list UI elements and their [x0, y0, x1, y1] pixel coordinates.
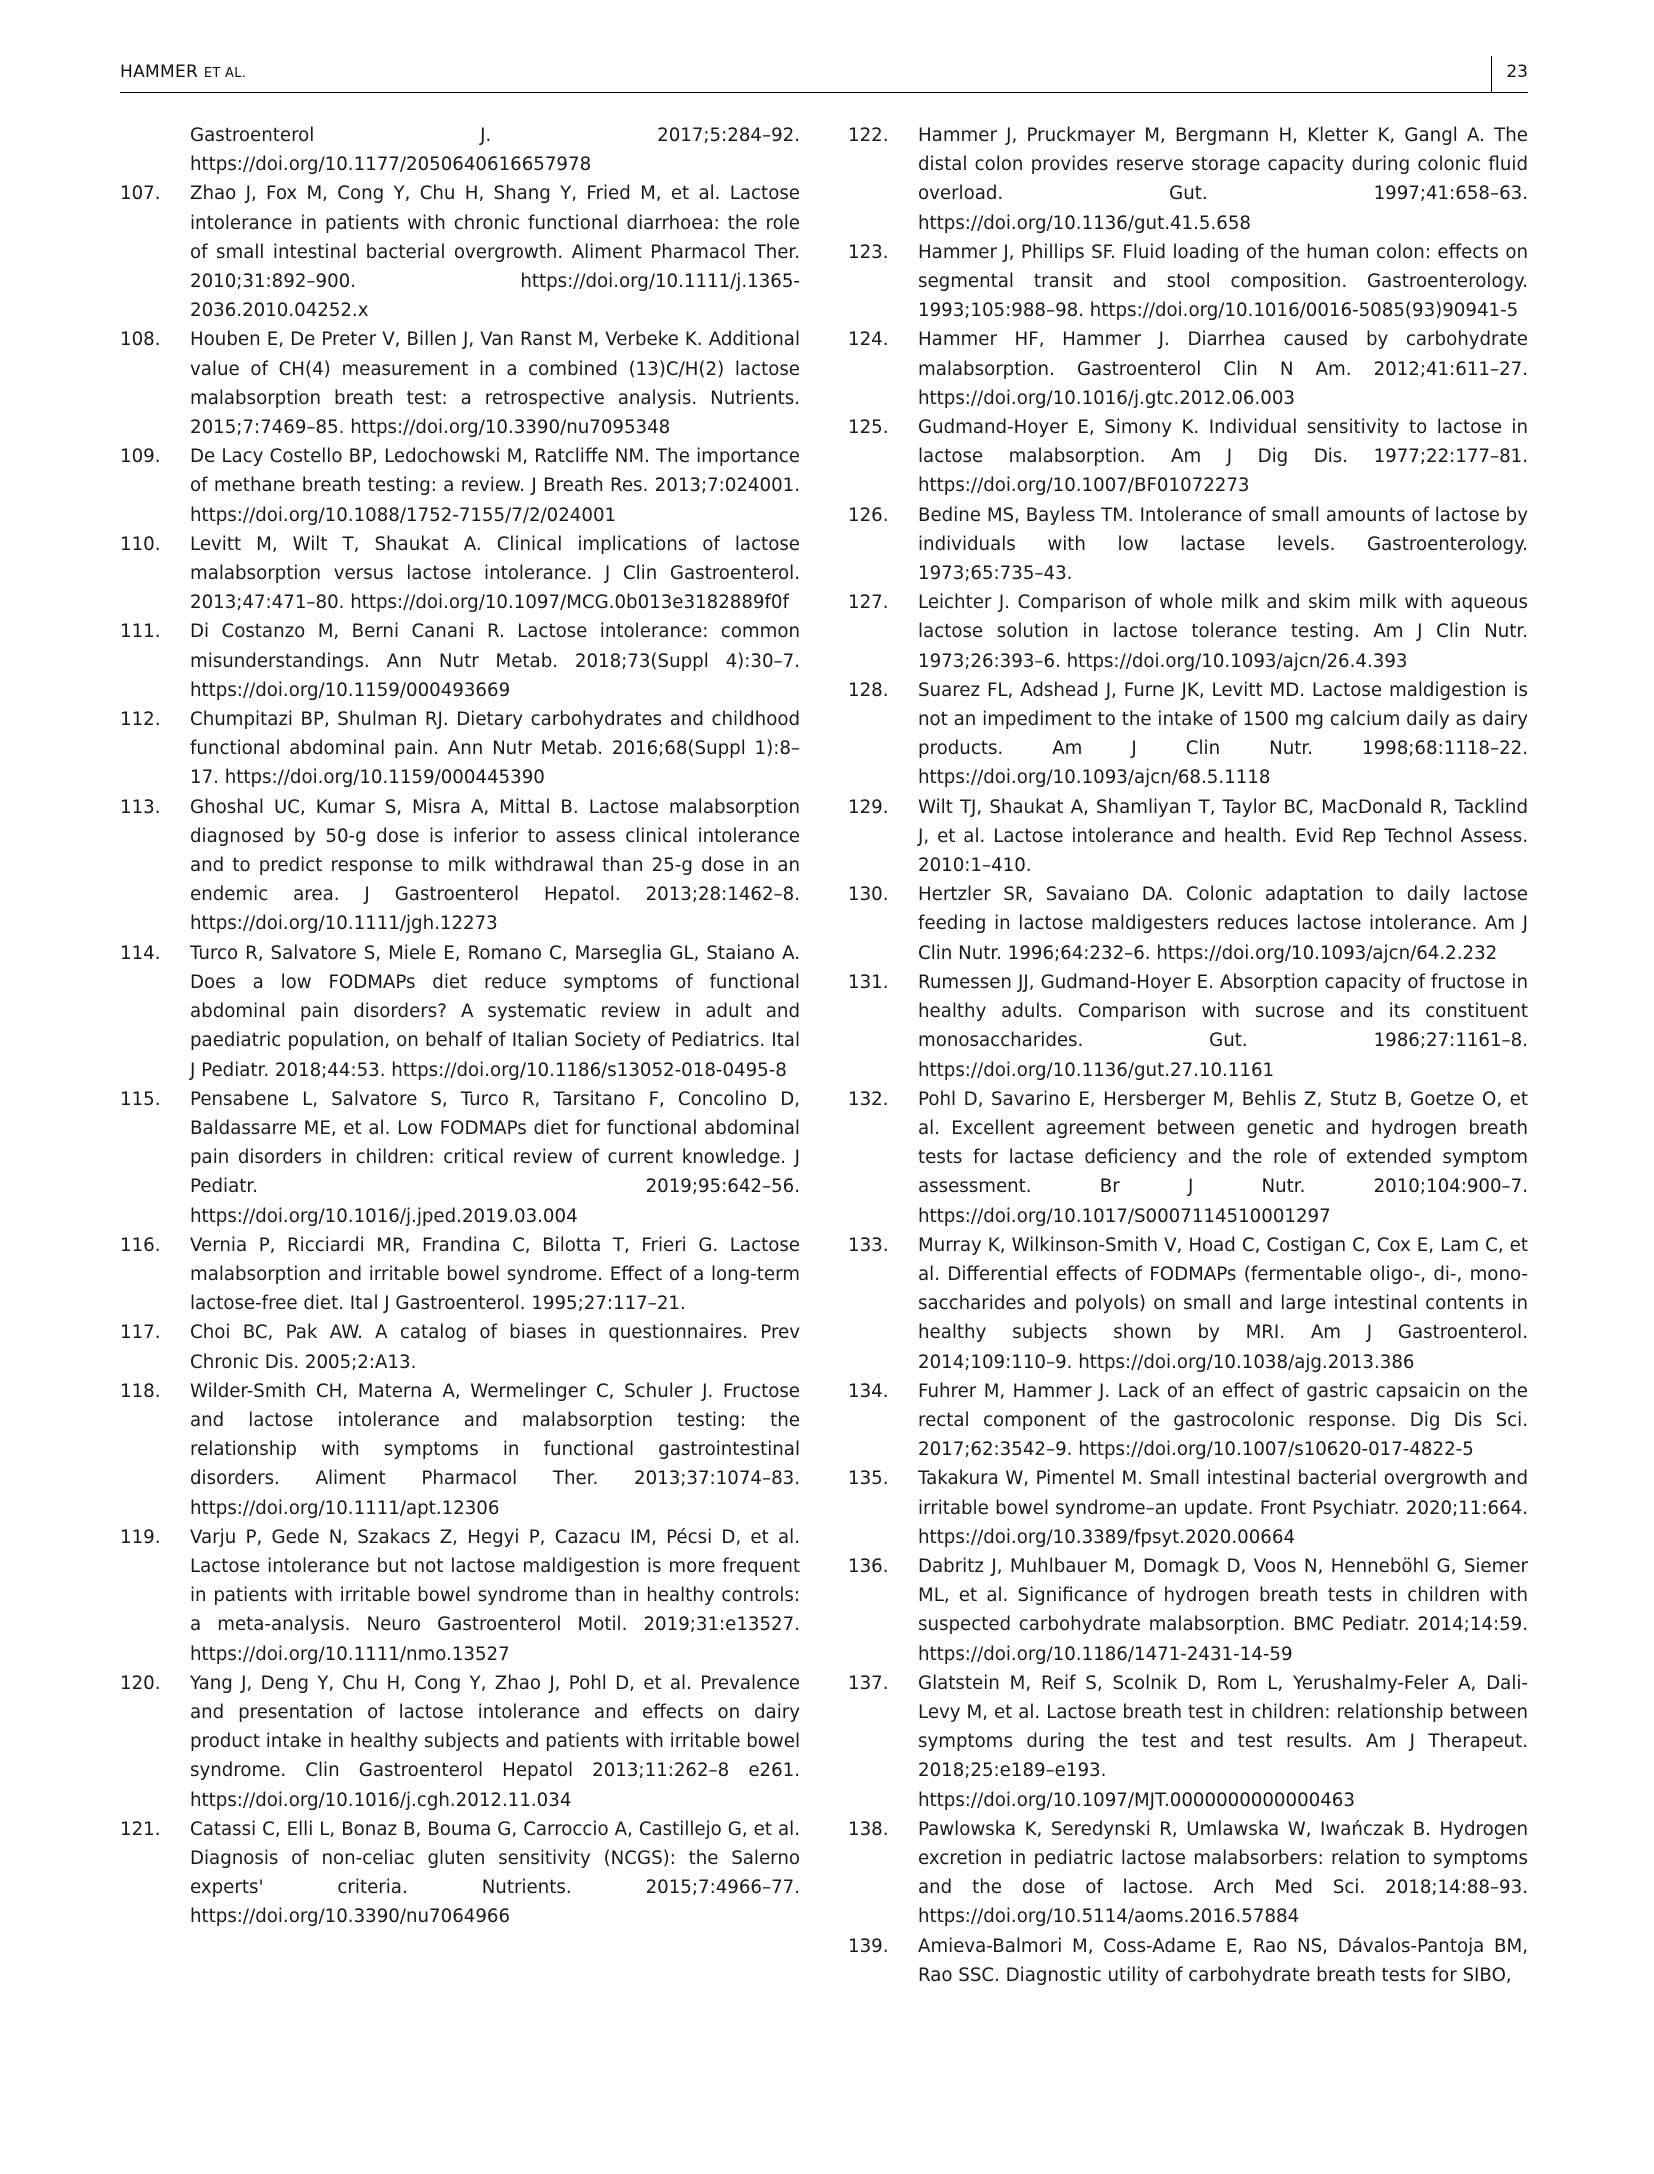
reference-number: 127.: [848, 592, 889, 614]
reference-text: Suarez FL, Adshead J, Furne JK, Levitt MD. Lactose maldigestion is not an impediment to the intake of 1500 mg calcium daily as dairy products. Am J Clin Nutr. 1998;68:1118–22. https://doi.org/10.1093/ajcn/68.5.1118: [918, 679, 1528, 789]
reference-text: Amieva-Balmori M, Coss-Adame E, Rao NS, Dávalos-Pantoja BM, Rao SSC. Diagnostic utility of carbohydrate breath tests for SIBO,: [918, 1935, 1528, 1986]
reference-number: 125.: [848, 417, 889, 439]
reference-number: 119.: [120, 1526, 161, 1548]
reference-number: 115.: [120, 1088, 161, 1110]
reference-text: Rumessen JJ, Gudmand-Hoyer E. Absorption capacity of fructose in healthy adults. Comparison with sucrose and its constituent monosaccharides. Gut. 1986;27:1161–8. https://doi.org/10.1136/gut.27.10.1161: [918, 971, 1528, 1081]
reference-number: 128.: [848, 679, 889, 701]
reference-item: [848, 880, 1528, 968]
reference-text: Pawlowska K, Seredynski R, Umlawska W, Iwańczak B. Hydrogen excretion in pediatric lactose malabsorbers: relation to symptoms and the dose of lactose. Arch Med Sci. 2018;14:88–93. https://doi.org/10.5114/aoms.2016.57884: [918, 1818, 1528, 1928]
reference-number: 107.: [120, 183, 161, 205]
reference-item: [120, 1231, 800, 1319]
reference-number: 130.: [848, 884, 889, 906]
reference-item: [848, 1669, 1528, 1815]
page-number: 23: [1506, 62, 1528, 82]
reference-text: Dabritz J, Muhlbauer M, Domagk D, Voos N, Henneböhl G, Siemer ML, et al. Significance of hydrogen breath tests in children with suspected carbohydrate malabsorption. BMC Pediatr. 2014;14:59. https://doi.org/10.1186/1471-2431-14-59: [918, 1555, 1528, 1665]
reference-number: 109.: [120, 446, 161, 468]
reference-item: [848, 588, 1528, 676]
reference-text: Wilder-Smith CH, Materna A, Wermelinger C, Schuler J. Fructose and lactose intolerance and malabsorption testing: the relationship with symptoms in functional gastrointestinal disorders. Aliment Pharmacol Ther. 2013;37:1074–83. https://doi.org/10.1111/apt.12306: [190, 1380, 800, 1519]
reference-number: 129.: [848, 796, 889, 818]
reference-item: [848, 238, 1528, 326]
reference-text: De Lacy Costello BP, Ledochowski M, Ratcliffe NM. The importance of methane breath testing: a review. J Breath Res. 2013;7:024001. https://doi.org/10.1088/1752-7155/7/2/024001: [190, 446, 800, 526]
reference-item: [848, 1464, 1528, 1552]
reference-item: [120, 1815, 800, 1932]
reference-item: [120, 1085, 800, 1231]
reference-number: 139.: [848, 1935, 889, 1957]
reference-item: [848, 121, 1528, 238]
reference-text: Pensabene L, Salvatore S, Turco R, Tarsitano F, Concolino D, Baldassarre ME, et al. Low FODMAPs diet for functional abdominal pain disorders in children: critical review of current knowledge. J Pediatr. 2019;95:642–56. https://doi.org/10.1016/j.jped.2019.03.004: [190, 1088, 800, 1227]
reference-text: Fuhrer M, Hammer J. Lack of an effect of gastric capsaicin on the rectal component of the gastrocolonic response. Dig Dis Sci. 2017;62:3542–9. https://doi.org/10.1007/s10620-017-4822-5: [918, 1380, 1528, 1461]
reference-item: [120, 705, 800, 793]
reference-item: [848, 325, 1528, 413]
reference-item: [120, 1669, 800, 1815]
reference-number: 126.: [848, 504, 889, 526]
running-head: [120, 62, 246, 82]
references-right-column: [848, 121, 1528, 1990]
reference-continuation-text: Gastroenterol J. 2017;5:284–92. https://doi.org/10.1177/2050640616657978: [190, 125, 800, 176]
reference-text: Bedine MS, Bayless TM. Intolerance of small amounts of lactose by individuals with low lactase levels. Gastroenterology. 1973;65:735–43.: [918, 504, 1528, 585]
reference-text: Takakura W, Pimentel M. Small intestinal bacterial overgrowth and irritable bowel syndrome–an update. Front Psychiatr. 2020;11:664. https://doi.org/10.3389/fpsyt.2020.00664: [918, 1468, 1528, 1548]
reference-item: [848, 1231, 1528, 1377]
reference-number: 117.: [120, 1322, 161, 1344]
reference-item: [120, 793, 800, 939]
reference-item: [848, 1932, 1528, 1990]
reference-item: [120, 325, 800, 442]
reference-number: 124.: [848, 329, 889, 351]
reference-item: [120, 1377, 800, 1523]
reference-number: 121.: [120, 1818, 161, 1840]
reference-item: [120, 1523, 800, 1669]
page-header: [120, 58, 1528, 93]
reference-number: 136.: [848, 1555, 889, 1577]
reference-number: 133.: [848, 1234, 889, 1256]
reference-item: [848, 793, 1528, 881]
reference-item: [120, 530, 800, 618]
reference-item: [120, 1318, 800, 1376]
reference-text: Levitt M, Wilt T, Shaukat A. Clinical implications of lactose malabsorption versus lactose intolerance. J Clin Gastroenterol. 2013;47:471–80. https://doi.org/10.1097/MCG.0b013e3182889f0f: [190, 533, 800, 614]
reference-number: 110.: [120, 533, 161, 555]
reference-text: Murray K, Wilkinson-Smith V, Hoad C, Costigan C, Cox E, Lam C, et al. Differential effects of FODMAPs (fermentable oligo-, di-, mono-saccharides and polyols) on small and large intestinal contents in healthy subjects shown by MRI. Am J Gastroenterol. 2014;109:110–9. https://doi.org/10.1038/ajg.2013.386: [918, 1234, 1528, 1373]
reference-text: Zhao J, Fox M, Cong Y, Chu H, Shang Y, Fried M, et al. Lactose intolerance in patients with chronic functional diarrhoea: the role of small intestinal bacterial overgrowth. Aliment Pharmacol Ther. 2010;31:892–900. https://doi.org/10.1111/j.1365-2036.2010.04252.x: [190, 183, 800, 322]
reference-number: 123.: [848, 241, 889, 263]
reference-number: 111.: [120, 621, 161, 643]
reference-number: 114.: [120, 942, 161, 964]
reference-item: [848, 1552, 1528, 1669]
reference-text: Chumpitazi BP, Shulman RJ. Dietary carbohydrates and childhood functional abdominal pain. Ann Nutr Metab. 2016;68(Suppl 1):8–17. https://doi.org/10.1159/000445390: [190, 709, 800, 789]
reference-number: 134.: [848, 1380, 889, 1402]
reference-text: Hammer J, Pruckmayer M, Bergmann H, Kletter K, Gangl A. The distal colon provides reserve storage capacity during colonic fluid overload. Gut. 1997;41:658–63. https://doi.org/10.1136/gut.41.5.658: [918, 125, 1528, 234]
reference-text: Hammer HF, Hammer J. Diarrhea caused by carbohydrate malabsorption. Gastroenterol Clin N Am. 2012;41:611–27. https://doi.org/10.1016/j.gtc.2012.06.003: [918, 329, 1528, 409]
reference-text: Leichter J. Comparison of whole milk and skim milk with aqueous lactose solution in lactose tolerance testing. Am J Clin Nutr. 1973;26:393–6. https://doi.org/10.1093/ajcn/26.4.393: [918, 592, 1528, 672]
reference-text: Varju P, Gede N, Szakacs Z, Hegyi P, Cazacu IM, Pécsi D, et al. Lactose intolerance but not lactose maldigestion is more frequent in patients with irritable bowel syndrome than in healthy controls: a meta-analysis. Neuro Gastroenterol Motil. 2019;31:e13527. https://doi.org/10.1111/nmo.13527: [190, 1526, 800, 1665]
reference-number: 122.: [848, 125, 889, 146]
reference-text: Choi BC, Pak AW. A catalog of biases in questionnaires. Prev Chronic Dis. 2005;2:A13.: [190, 1322, 800, 1373]
reference-continuation: [120, 121, 800, 179]
reference-item: [120, 179, 800, 325]
reference-text: Ghoshal UC, Kumar S, Misra A, Mittal B. Lactose malabsorption diagnosed by 50-g dose is inferior to assess clinical intolerance and to predict response to milk withdrawal than 25-g dose in an endemic area. J Gastroenterol Hepatol. 2013;28:1462–8. https://doi.org/10.1111/jgh.12273: [190, 796, 800, 935]
reference-item: [848, 676, 1528, 793]
reference-number: 120.: [120, 1672, 161, 1694]
reference-number: 137.: [848, 1672, 889, 1694]
reference-text: Turco R, Salvatore S, Miele E, Romano C, Marseglia GL, Staiano A. Does a low FODMAPs diet reduce symptoms of functional abdominal pain disorders? A systematic review in adult and paediatric population, on behalf of Italian Society of Pediatrics. Ital J Pediatr. 2018;44:53. https://doi.org/10.1186/s13052-018-0495-8: [190, 942, 800, 1081]
running-head-author: HAMMER: [120, 62, 199, 82]
references-left-column: [120, 121, 800, 1932]
reference-item: [120, 617, 800, 705]
reference-text: Vernia P, Ricciardi MR, Frandina C, Bilotta T, Frieri G. Lactose malabsorption and irritable bowel syndrome. Effect of a long-term lactose-free diet. Ital J Gastroenterol. 1995;27:117–21.: [190, 1234, 800, 1315]
reference-text: Yang J, Deng Y, Chu H, Cong Y, Zhao J, Pohl D, et al. Prevalence and presentation of lactose intolerance and effects on dairy product intake in healthy subjects and patients with irritable bowel syndrome. Clin Gastroenterol Hepatol 2013;11:262–8 e261. https://doi.org/10.1016/j.cgh.2012.11.034: [190, 1672, 800, 1811]
reference-item: [848, 1377, 1528, 1465]
reference-text: Wilt TJ, Shaukat A, Shamliyan T, Taylor BC, MacDonald R, Tacklind J, et al. Lactose intolerance and health. Evid Rep Technol Assess. 2010:1–410.: [918, 796, 1528, 877]
header-divider: [1491, 56, 1493, 92]
reference-text: Glatstein M, Reif S, Scolnik D, Rom L, Yerushalmy-Feler A, Dali-Levy M, et al. Lactose breath test in children: relationship between symptoms during the test and test results. Am J Therapeut. 2018;25:e189–e193. https://doi.org/10.1097/MJT.0000000000000463: [918, 1672, 1528, 1811]
reference-number: 132.: [848, 1088, 889, 1110]
reference-item: [120, 442, 800, 530]
reference-number: 118.: [120, 1380, 161, 1402]
reference-number: 131.: [848, 971, 889, 993]
reference-item: [848, 501, 1528, 589]
reference-number: 138.: [848, 1818, 889, 1840]
reference-item: [120, 939, 800, 1085]
reference-number: 113.: [120, 796, 161, 818]
reference-number: 116.: [120, 1234, 161, 1256]
reference-text: Hammer J, Phillips SF. Fluid loading of the human colon: effects on segmental transit and stool composition. Gastroenterology. 1993;105:988–98. https://doi.org/10.1016/0016-5085(93)90941-5: [918, 241, 1528, 322]
reference-text: Hertzler SR, Savaiano DA. Colonic adaptation to daily lactose feeding in lactose maldigesters reduces lactose intolerance. Am J Clin Nutr. 1996;64:232–6. https://doi.org/10.1093/ajcn/64.2.232: [918, 884, 1528, 964]
reference-number: 112.: [120, 709, 161, 731]
reference-text: Catassi C, Elli L, Bonaz B, Bouma G, Carroccio A, Castillejo G, et al. Diagnosis of non-celiac gluten sensitivity (NCGS): the Salerno experts' criteria. Nutrients. 2015;7:4966–77. https://doi.org/10.3390/nu7064966: [190, 1818, 800, 1928]
reference-item: [848, 1815, 1528, 1932]
reference-item: [848, 1085, 1528, 1231]
reference-text: Pohl D, Savarino E, Hersberger M, Behlis Z, Stutz B, Goetze O, et al. Excellent agreement between genetic and hydrogen breath tests for lactase deficiency and the role of extended symptom assessment. Br J Nutr. 2010;104:900–7. https://doi.org/10.1017/S0007114510001297: [918, 1088, 1528, 1227]
reference-number: 108.: [120, 329, 161, 351]
reference-item: [848, 413, 1528, 501]
reference-text: Di Costanzo M, Berni Canani R. Lactose intolerance: common misunderstandings. Ann Nutr Metab. 2018;73(Suppl 4):30–7. https://doi.org/10.1159/000493669: [190, 621, 800, 701]
reference-item: [848, 968, 1528, 1085]
reference-text: Houben E, De Preter V, Billen J, Van Ranst M, Verbeke K. Additional value of CH(4) measurement in a combined (13)C/H(2) lactose malabsorption breath test: a retrospective analysis. Nutrients. 2015;7:7469–85. https://doi.org/10.3390/nu7095348: [190, 329, 800, 439]
reference-number: 135.: [848, 1468, 889, 1490]
reference-text: Gudmand-Hoyer E, Simony K. Individual sensitivity to lactose in lactose malabsorption. Am J Dig Dis. 1977;22:177–81. https://doi.org/10.1007/BF01072273: [918, 417, 1528, 497]
running-head-etal: ET AL.: [203, 66, 247, 81]
